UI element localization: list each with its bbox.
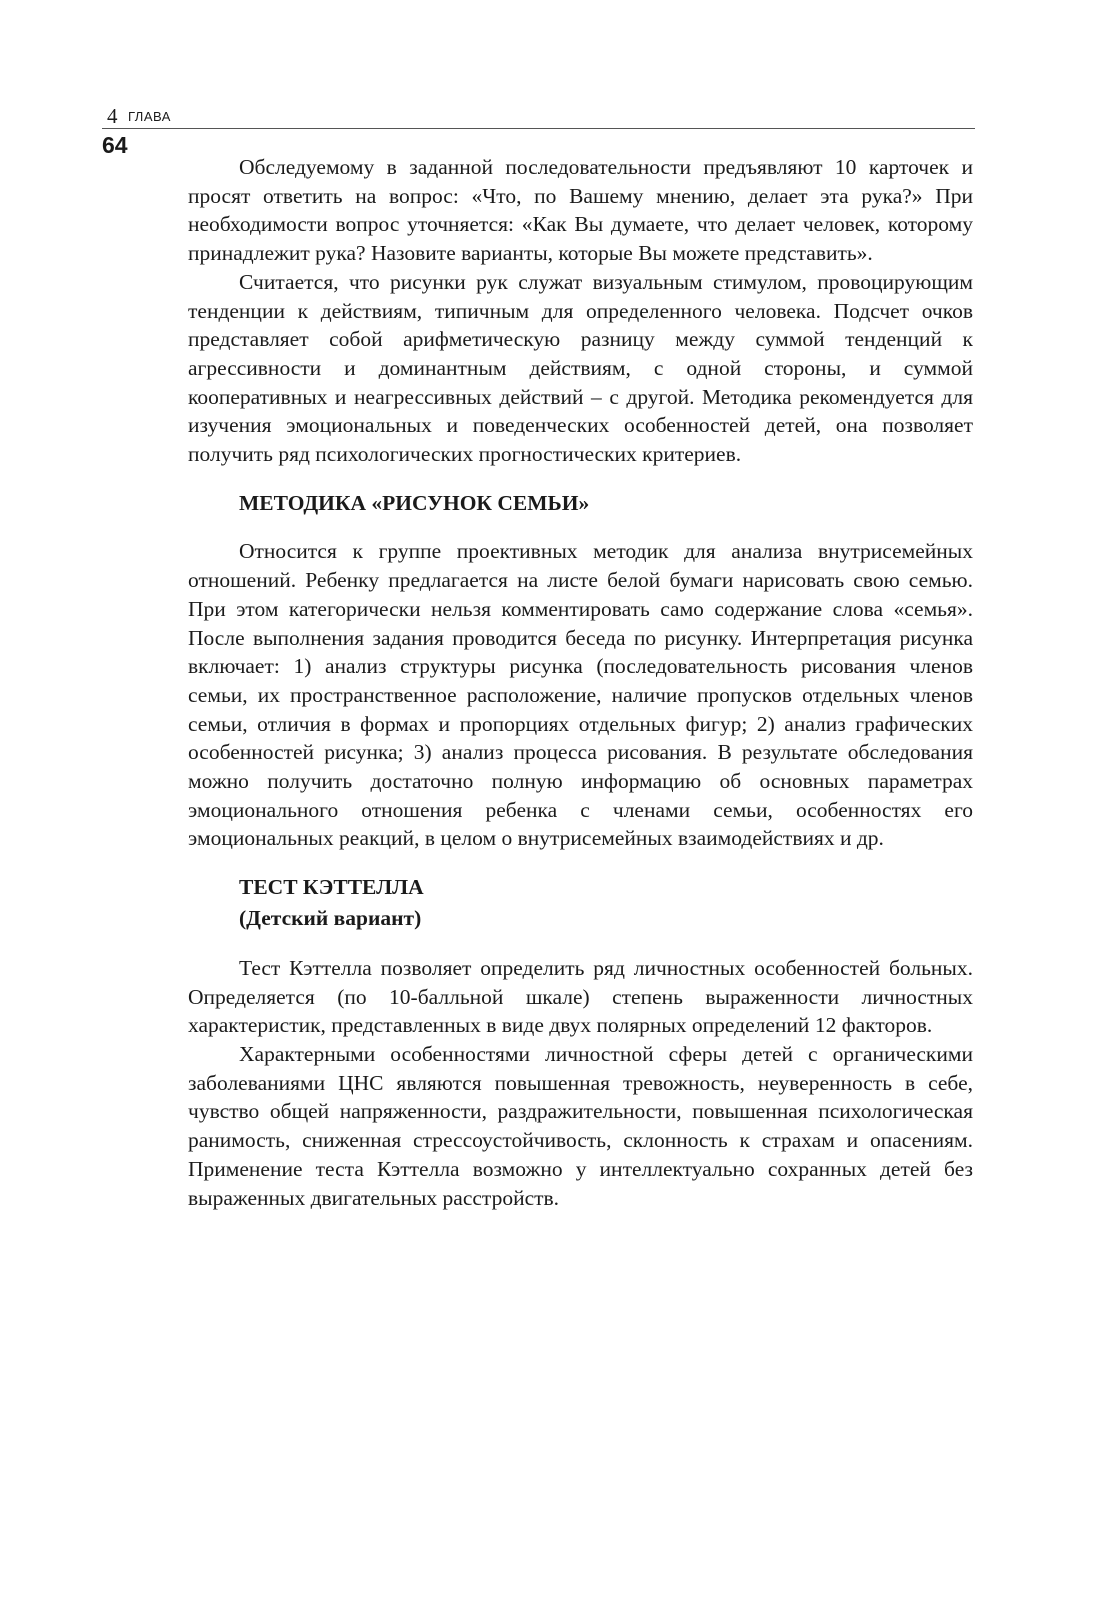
header-rule [102, 128, 975, 129]
paragraph-3: Относится к группе проективных методик для анализа внутрисемейных отношений. Ребенку предлагается на листе белой бумаги нарисовать свою семью. При этом категорически нельзя комментировать само содержание слова «семья». После выполнения задания проводится беседа по рисунку. Интерпретация рисунка включает: 1) анализ структуры рисунка (последовательность рисования членов семьи, их пространственное расположение, наличие пропусков отдельных членов семьи, отличия в формах и пропорциях отдельных фигур; 2) анализ графических особенностей рисунка; 3) анализ процесса рисования. В результате обследования можно получить достаточно полную информацию об основных параметрах эмоционального отношения ребенка с членами семьи, особенностях его эмоциональных реакций, в целом о внутрисемейных взаимодействиях и др. [188, 539, 973, 851]
section-heading-family-drawing: МЕТОДИКА «РИСУНОК СЕМЬИ» [239, 490, 590, 515]
section-heading-cattell-test: ТЕСТ КЭТТЕЛЛА [239, 875, 424, 900]
section-subheading-child-version: (Детский вариант) [239, 905, 422, 930]
chapter-number: 4 [107, 104, 118, 128]
chapter-label: ГЛАВА [128, 109, 171, 124]
page-content [188, 153, 973, 1212]
paragraph-2: Считается, что рисунки рук служат визуальным стимулом, провоцирующим тенденции к действиям, типичным для определенного человека. Подсчет очков представляет собой арифметическую разницу между суммой тенденций к агрессивности и доминантным действиям, с одной стороны, и суммой кооперативных и неагрессивных действий – с другой. Методика рекомендуется для изучения эмоциональных и поведенческих особенностей детей, она позволяет получить ряд психологических прогностических критериев. [188, 269, 973, 467]
paragraph-4: Тест Кэттелла позволяет определить ряд личностных особенностей больных. Определяется (по 10-балльной шкале) степень выраженности личностных характеристик, представленных в виде двух полярных определений 12 факторов. [188, 955, 973, 1038]
paragraph-5: Характерными особенностями личностной сферы детей с органическими заболеваниями ЦНС являются повышенная тревожность, неуверенность в себе, чувство общей напряженности, раздражительности, повышенная психологическая ранимость, сниженная стрессоустойчивость, склонность к страхам и опасениям. Применение теста Кэттелла возможно у интеллектуально сохранных детей без выраженных двигательных расстройств. [188, 1041, 973, 1210]
page-number: 64 [102, 132, 128, 158]
paragraph-1: Обследуемому в заданной последовательности предъявляют 10 карточек и просят ответить на вопрос: «Что, по Вашему мнению, делает эта рука?» При необходимости вопрос уточняется: «Как Вы думаете, что делает человек, которому принадлежит рука? Назовите варианты, которые Вы можете представить». [188, 155, 973, 266]
running-header [102, 104, 975, 128]
